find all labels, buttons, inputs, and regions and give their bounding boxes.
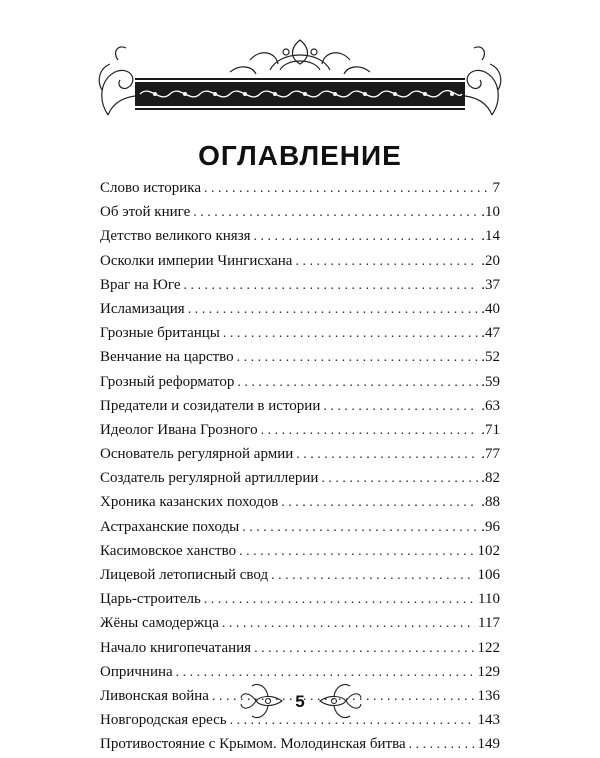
toc-entry[interactable] xyxy=(100,611,500,635)
toc-entry-page: .37 xyxy=(481,276,500,293)
toc-entry-title: Предатели и созидатели в истории xyxy=(100,397,321,414)
toc-entry-title: Царь-строитель xyxy=(100,591,201,608)
toc-entry-page: 117 xyxy=(478,615,500,632)
toc-entry-title: Исламизация xyxy=(100,300,185,317)
toc-entry-title: Лицевой летописный свод xyxy=(100,567,269,583)
dot-leader xyxy=(193,201,478,225)
toc-entry[interactable] xyxy=(100,490,500,514)
toc-entry-title: Детство великого князя xyxy=(100,228,251,245)
toc-entry-page: .82 xyxy=(481,470,500,487)
toc-entry-title: Начало книгопечатания xyxy=(100,639,252,656)
toc-entry-title: Слово историка xyxy=(100,180,202,196)
toc-entry-page: .14 xyxy=(481,228,500,245)
toc-entry-title: Ливонская война xyxy=(100,687,209,704)
toc-entry-title: Создатель регулярной артиллерии xyxy=(100,470,319,487)
dot-leader xyxy=(239,540,474,564)
toc-entry-page: .77 xyxy=(481,446,500,463)
toc-entry-title: Касимовское ханство xyxy=(100,542,237,559)
toc-entry[interactable] xyxy=(100,273,500,297)
toc-entry-title: Новгородская ересь xyxy=(100,712,227,729)
table-of-contents xyxy=(100,176,500,757)
toc-entry[interactable] xyxy=(100,442,500,466)
toc-entry[interactable] xyxy=(100,732,500,756)
toc-entry-page: 110 xyxy=(478,591,500,608)
toc-entry[interactable] xyxy=(100,224,500,248)
toc-entry-title: Грозные британцы xyxy=(100,325,220,342)
toc-entry-page: .47 xyxy=(481,325,500,342)
dot-leader xyxy=(254,225,479,249)
toc-entry-title: Осколки империи Чингисхана xyxy=(100,252,293,269)
footer-ornament-right-icon xyxy=(318,678,364,724)
toc-entry[interactable] xyxy=(100,321,500,345)
toc-entry[interactable] xyxy=(100,176,500,200)
toc-entry-page: 122 xyxy=(477,639,500,656)
dot-leader xyxy=(237,371,478,395)
toc-entry[interactable] xyxy=(100,345,500,369)
toc-entry-title: Хроника казанских походов xyxy=(100,494,279,511)
dot-leader xyxy=(222,612,475,636)
toc-entry-title: Идеолог Ивана Грозного xyxy=(100,421,258,438)
dot-leader xyxy=(323,395,478,419)
dot-leader xyxy=(242,516,478,540)
toc-entry-page: 7 xyxy=(492,180,500,196)
dot-leader xyxy=(295,250,478,274)
toc-entry-page: .52 xyxy=(481,349,500,366)
toc-entry-page: .63 xyxy=(481,397,500,414)
toc-entry-page: .59 xyxy=(481,373,500,390)
dot-leader xyxy=(254,637,474,661)
toc-entry-page: 136 xyxy=(477,687,500,704)
toc-entry[interactable] xyxy=(100,660,500,684)
dot-leader xyxy=(409,733,475,757)
toc-entry-title: Противостояние с Крымом. Молодинская битва xyxy=(100,736,406,753)
top-ornament-banner xyxy=(90,30,510,130)
toc-entry-page: 129 xyxy=(477,663,500,680)
dot-leader xyxy=(296,443,478,467)
toc-entry-page: .96 xyxy=(481,518,500,535)
toc-entry[interactable] xyxy=(100,636,500,660)
dot-leader xyxy=(261,419,479,443)
toc-entry-page: .88 xyxy=(481,494,500,511)
toc-entry[interactable] xyxy=(100,394,500,418)
dot-leader xyxy=(204,177,489,201)
dot-leader xyxy=(271,564,474,588)
toc-entry[interactable] xyxy=(100,515,500,539)
dot-leader xyxy=(237,346,479,370)
toc-entry-title: Основатель регулярной армии xyxy=(100,446,294,463)
toc-entry-page: 102 xyxy=(477,542,500,559)
toc-entry[interactable] xyxy=(100,466,500,490)
toc-entry[interactable] xyxy=(100,563,500,587)
dot-leader xyxy=(184,274,479,298)
toc-entry-title: Астраханские походы xyxy=(100,518,240,535)
toc-entry-page: .40 xyxy=(481,300,500,317)
toc-entry-page: .71 xyxy=(481,421,500,438)
toc-entry-page: .10 xyxy=(481,204,500,221)
dot-leader xyxy=(321,467,478,491)
toc-entry[interactable] xyxy=(100,200,500,224)
toc-entry-page: .20 xyxy=(481,252,500,269)
dot-leader xyxy=(188,298,479,322)
toc-entry-title: Об этой книге xyxy=(100,204,191,221)
toc-entry-page: 143 xyxy=(477,712,500,729)
toc-entry[interactable] xyxy=(100,587,500,611)
page-heading: ОГЛАВЛЕНИЕ xyxy=(198,140,402,171)
dot-leader xyxy=(223,322,478,346)
toc-entry[interactable] xyxy=(100,370,500,394)
toc-entry[interactable] xyxy=(100,297,500,321)
dot-leader xyxy=(204,588,475,612)
dot-leader xyxy=(281,491,478,515)
toc-entry[interactable] xyxy=(100,539,500,563)
toc-entry[interactable] xyxy=(100,249,500,273)
toc-entry-page: 149 xyxy=(477,736,500,753)
toc-entry-title: Грозный реформатор xyxy=(100,373,235,390)
toc-entry-title: Опричнина xyxy=(100,663,173,680)
toc-entry-title: Венчание на царство xyxy=(100,349,234,366)
toc-entry[interactable] xyxy=(100,418,500,442)
toc-entry-page: 106 xyxy=(477,567,500,583)
toc-entry-title: Враг на Юге xyxy=(100,276,181,293)
toc-entry-title: Жёны самодержца xyxy=(100,615,219,632)
page-number: 5 xyxy=(295,692,305,711)
